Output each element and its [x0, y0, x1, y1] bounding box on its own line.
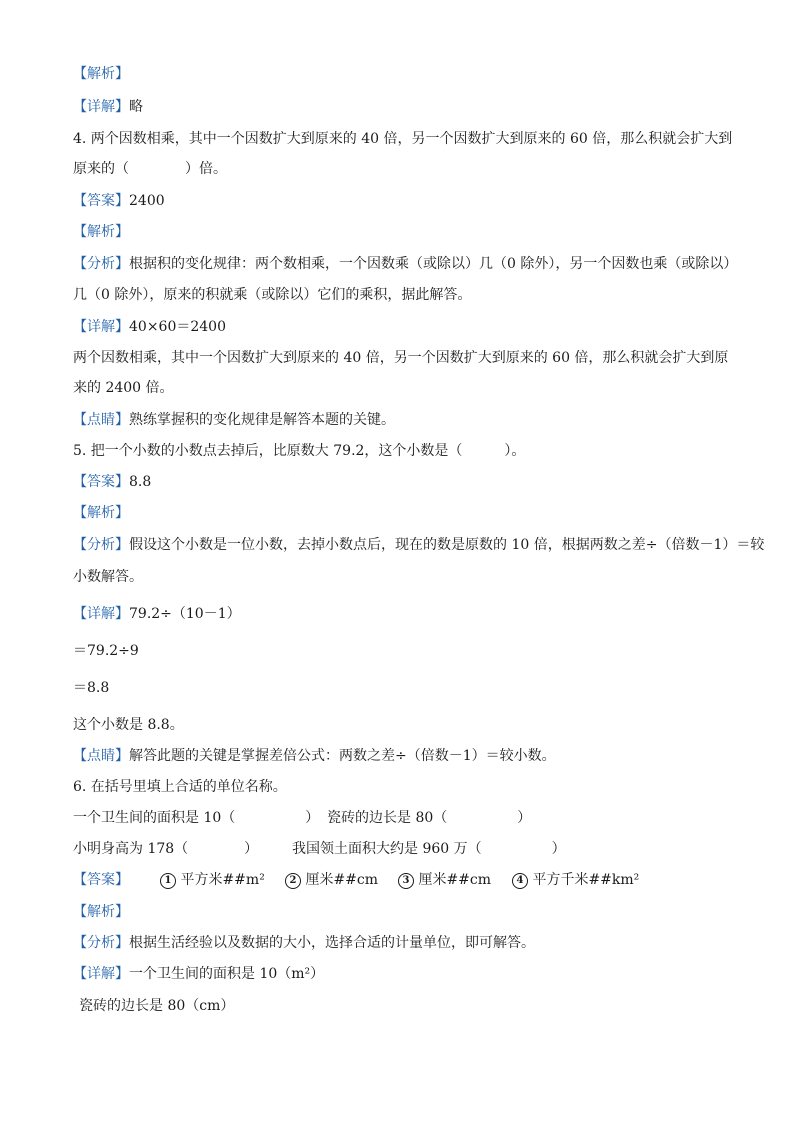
detail-4-line-1: 两个因数相乘，其中一个因数扩大到原来的 40 倍，另一个因数扩大到原来的 60 倍，那么积就会扩大到原	[73, 350, 729, 366]
detail-5-step-1-text: 79.2÷（10－1）	[129, 606, 241, 622]
detail-text: 略	[129, 99, 143, 115]
detail-5-step-2: ＝79.2÷9	[73, 643, 139, 659]
fenxi-4-line-1	[73, 254, 737, 274]
dianjing-5	[73, 746, 556, 766]
detail-5-conclusion: 这个小数是 8.8。	[73, 717, 184, 733]
answer-6-item-3	[398, 870, 491, 890]
answer-6-item-1	[160, 870, 265, 890]
detail-5-step-3: ＝8.8	[73, 680, 110, 696]
analysis-6	[73, 902, 129, 922]
answer-6-item-2	[285, 870, 378, 890]
answer-4-text: 2400	[129, 193, 165, 209]
answer-5	[73, 472, 151, 492]
question-4-line-1: 4. 两个因数相乘，其中一个因数扩大到原来的 40 倍，另一个因数扩大到原来的 60 倍，那么积就会扩大到	[73, 131, 733, 147]
circled-number-1: 1	[160, 873, 176, 889]
answer-5-text: 8.8	[129, 474, 152, 490]
fenxi-4-text: 根据积的变化规律：两个数相乘，一个因数乘（或除以）几（0 除外），另一个因数也乘（或除以）	[129, 256, 738, 272]
analysis-tag: 【解析】	[73, 66, 129, 82]
answer-6-item-4	[512, 870, 639, 890]
question-6-title: 6. 在括号里填上合适的单位名称。	[73, 779, 287, 795]
answer-6-item-2-text: 厘米##cm	[305, 872, 379, 888]
answer-6-item-1-text: 平方米##m²	[180, 872, 265, 888]
fenxi-6	[73, 933, 535, 953]
answer-6-item-3-text: 厘米##cm	[418, 872, 492, 888]
circled-number-4: 4	[512, 873, 528, 889]
detail-6-line-1	[73, 964, 324, 984]
line-detail-1	[73, 97, 143, 117]
question-5: 5. 把一个小数的小数点去掉后，比原数大 79.2，这个小数是（ ）。	[73, 443, 526, 459]
detail-tag: 【详解】	[73, 99, 129, 115]
fenxi-tag: 【分析】	[73, 935, 129, 951]
circled-number-2: 2	[285, 873, 301, 889]
fenxi-tag: 【分析】	[73, 537, 129, 553]
detail-6-line-2: 瓷砖的边长是 80（cm）	[79, 998, 235, 1014]
answer-tag: 【答案】	[73, 193, 129, 209]
fenxi-5-line-2: 小数解答。	[73, 569, 143, 585]
fenxi-tag: 【分析】	[73, 256, 129, 272]
analysis-tag: 【解析】	[73, 904, 129, 920]
dianjing-4-text: 熟练掌握积的变化规律是解答本题的关键。	[129, 412, 395, 428]
detail-6-text: 一个卫生间的面积是 10（m²）	[129, 966, 325, 982]
fenxi-6-text: 根据生活经验以及数据的大小，选择合适的计量单位，即可解答。	[129, 935, 535, 951]
detail-tag: 【详解】	[73, 319, 129, 335]
answer-tag: 【答案】	[73, 474, 129, 490]
fenxi-4-line-2: 几（0 除外），原来的积就乘（或除以）它们的乘积，据此解答。	[73, 287, 472, 303]
fenxi-5-line-1	[73, 535, 764, 555]
detail-4-calc-text: 40×60＝2400	[129, 319, 226, 335]
detail-tag: 【详解】	[73, 966, 129, 982]
dianjing-4	[73, 410, 395, 430]
answer-tag: 【答案】	[73, 872, 129, 888]
analysis-5	[73, 503, 129, 523]
analysis-tag: 【解析】	[73, 505, 129, 521]
analysis-tag: 【解析】	[73, 224, 129, 240]
detail-4-line-2: 来的 2400 倍。	[73, 380, 174, 396]
dianjing-5-text: 解答此题的关键是掌握差倍公式：两数之差÷（倍数－1）＝较小数。	[129, 748, 556, 764]
question-6-row-1-b: 瓷砖的边长是 80（ ）	[327, 810, 532, 826]
circled-number-3: 3	[398, 873, 414, 889]
line-analysis-1	[73, 64, 129, 84]
answer-4	[73, 191, 165, 211]
detail-4-calc	[73, 317, 226, 337]
analysis-4	[73, 222, 129, 242]
answer-6-item-4-text: 平方千米##km²	[532, 872, 640, 888]
question-6-row-2-b: 我国领土面积大约是 960 万（ ）	[292, 841, 566, 857]
dianjing-tag: 【点睛】	[73, 748, 129, 764]
detail-tag: 【详解】	[73, 606, 129, 622]
question-4-line-2: 原来的（ ）倍。	[73, 161, 227, 177]
answer-6-tag-line	[73, 870, 129, 890]
fenxi-5-text: 假设这个小数是一位小数，去掉小数点后，现在的数是原数的 10 倍，根据两数之差÷（倍数－1）＝较	[129, 537, 765, 553]
detail-5-step-1	[73, 604, 241, 624]
question-6-row-1-a: 一个卫生间的面积是 10（ ）	[73, 810, 320, 826]
question-6-row-2-a: 小明身高为 178（ ）	[73, 841, 259, 857]
dianjing-tag: 【点睛】	[73, 412, 129, 428]
